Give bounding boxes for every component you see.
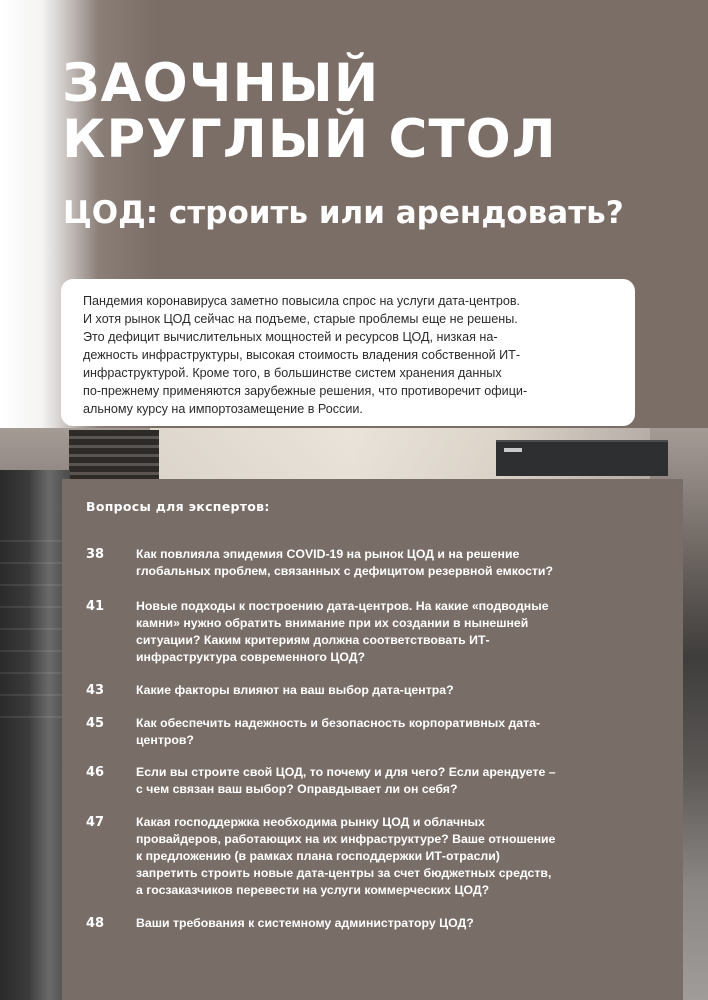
question-line: Как повлияла эпидемия COVID-19 на рынок ЦОД и на решение (136, 547, 520, 561)
device-led (504, 448, 522, 452)
intro-line: дежность инфраструктуры, высокая стоимость владения собственной ИТ- (83, 348, 521, 362)
chair-photo-detail (0, 470, 70, 1000)
question-line: ситуации? Каким критериям должна соответствовать ИТ- (136, 633, 490, 647)
question-page-number: 47 (86, 815, 105, 830)
questions-panel (62, 479, 683, 1000)
question-text (136, 682, 606, 699)
rack-device-photo-detail (496, 440, 668, 476)
intro-line: альному курсу на импортозамещение в России. (83, 402, 363, 416)
question-text (136, 715, 606, 749)
question-line: к предложению (в рамках плана господдержки ИТ-отрасли) (136, 849, 500, 863)
question-line: Какие факторы влияют на ваш выбор дата-центра? (136, 683, 454, 697)
question-page-number: 43 (86, 683, 105, 698)
question-page-number: 45 (86, 716, 105, 731)
questions-heading: Вопросы для экспертов: (86, 499, 270, 514)
chair-slats (0, 520, 70, 720)
question-line: с чем связан ваш выбор? Оправдывает ли он себя? (136, 782, 458, 796)
intro-line: Это дефицит вычислительных мощностей и ресурсов ЦОД, низкая на- (83, 330, 498, 344)
intro-line: по-прежнему применяются зарубежные решения, что противоречит офици- (83, 384, 528, 398)
question-line: запретить строить новые дата-центры за счет бюджетных средств, (136, 866, 552, 880)
question-line: Какая господдержка необходима рынку ЦОД и облачных (136, 815, 485, 829)
question-line: Если вы строите свой ЦОД, то почему и для чего? Если арендуете – (136, 765, 556, 779)
question-text (136, 764, 606, 798)
page-title (62, 53, 557, 170)
question-text (136, 814, 606, 899)
question-page-number: 38 (86, 547, 105, 562)
intro-line: инфраструктурой. Кроме того, в большинстве систем хранения данных (83, 366, 502, 380)
intro-text-box (61, 279, 635, 426)
question-page-number: 46 (86, 765, 105, 780)
question-text (136, 598, 606, 666)
page-subtitle: ЦОД: строить или арендовать? (63, 195, 624, 231)
question-line: камни» нужно обратить внимание при их создании в нынешней (136, 616, 529, 630)
question-line: Как обеспечить надежность и безопасность корпоративных дата- (136, 716, 541, 730)
question-line: инфраструктура современного ЦОД? (136, 650, 366, 664)
question-page-number: 48 (86, 916, 105, 931)
question-line: центров? (136, 733, 194, 747)
question-page-number: 41 (86, 599, 105, 614)
intro-line: Пандемия коронавируса заметно повысила спрос на услуги дата-центров. (83, 294, 521, 308)
question-line: глобальных проблем, связанных с дефицитом резервной емкости? (136, 564, 554, 578)
title-line-1: ЗАОЧНЫЙ (62, 53, 380, 114)
question-line: Ваши требования к системному администратору ЦОД? (136, 916, 474, 930)
question-line: а госзаказчиков перевести на услуги коммерческих ЦОД? (136, 883, 490, 897)
question-line: Новые подходы к построению дата-центров. На какие «подводные (136, 599, 549, 613)
question-text (136, 915, 606, 932)
intro-line: И хотя рынок ЦОД сейчас на подъеме, старые проблемы еще не решены. (83, 312, 518, 326)
title-line-2: КРУГЛЫЙ СТОЛ (62, 109, 557, 170)
question-text (136, 546, 606, 580)
question-line: провайдеров, работающих на их инфраструктуре? Ваше отношение (136, 832, 556, 846)
